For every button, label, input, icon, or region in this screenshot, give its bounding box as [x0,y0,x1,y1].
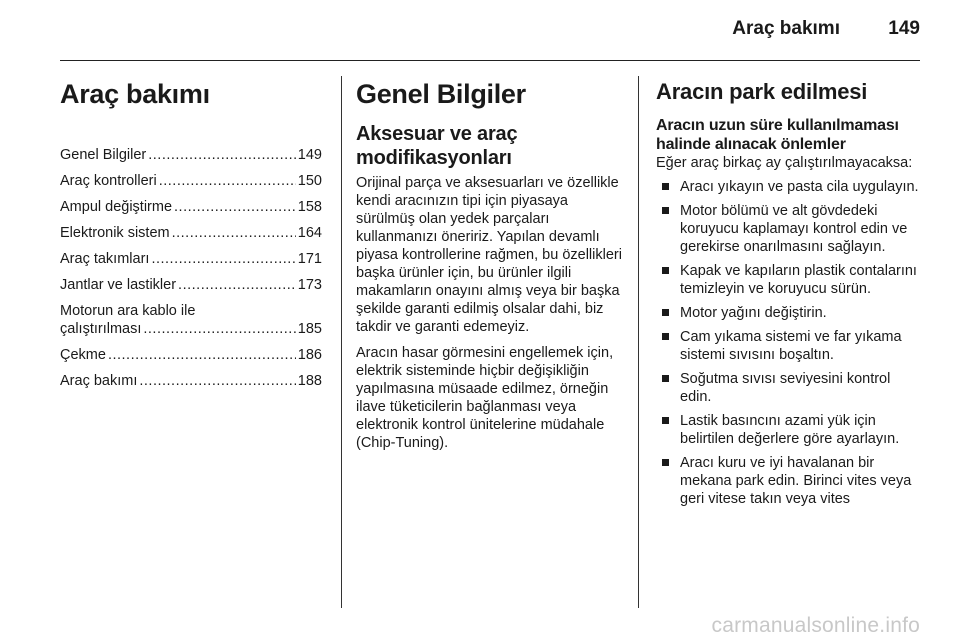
intro-text: Eğer araç birkaç ay çalıştırılmayacaksa: [656,155,913,171]
square-bullet-icon [662,333,669,340]
toc-entry[interactable] [60,250,322,268]
section-title-parking: Aracın park edilmesi [656,79,868,104]
page-number: 149 [888,18,920,39]
section-title-general: Genel Bilgiler [356,79,526,109]
toc-entry[interactable] [60,172,322,190]
paragraph: Orijinal parça ve aksesuarları ve özellikle kendi aracınızın tipi için piyasaya sürülmüş olan yedek parçaları kullanmanızı öneririz. Yapılan devamlı piyasa kontrollerine rağmen, bu özellikleri başka ürünler için, bu ürünler ilgili makamların onayını almış veya bir başka şekilde garanti edilmiş olsalar dahi, biz takdir ve garanti edemeyiz. [356,175,622,335]
list-item: Lastik basıncını azami yük için belirtilen değerlere göre ayarlayın. [656,412,924,448]
square-bullet-icon [662,207,669,214]
toc-entry[interactable] [60,372,322,390]
list-item: Kapak ve kapıların plastik contalarını temizleyin ve koruyucu sürün. [656,262,924,298]
column-divider-2 [638,76,639,608]
toc-entry-page: 186 [297,347,322,363]
toc-entry[interactable] [60,146,322,164]
toc-entry-label: Elektronik sistem [60,225,170,241]
toc-entry[interactable] [60,198,322,216]
toc-entry-page: 173 [297,277,322,293]
list-item: Cam yıkama sistemi ve far yıkama sistemi sıvısını boşaltın. [656,328,924,364]
list-item: Motor yağını değiştirin. [656,304,924,322]
list-item: Aracı yıkayın ve pasta cila uygulayın. [656,178,924,196]
list-item: Soğutma sıvısı seviyesini kontrol edin. [656,370,924,406]
square-bullet-icon [662,459,669,466]
toc-entry-page: 164 [297,225,322,241]
page-header [0,0,960,62]
chapter-title: Araç bakımı [60,79,210,109]
header-title: Araç bakımı [732,18,840,39]
toc-entry-page: 158 [297,199,322,215]
toc-entry[interactable] [60,302,322,338]
toc-entry-page: 149 [297,147,322,163]
toc-entry-label-line1: Motorun ara kablo ile [60,303,196,319]
toc-entry-label: Çekme [60,347,106,363]
square-bullet-icon [662,309,669,316]
toc-entry-page: 171 [297,251,322,267]
general-info-column [356,78,628,452]
column-divider-1 [341,76,342,608]
precaution-list [656,178,924,508]
square-bullet-icon [662,417,669,424]
square-bullet-icon [662,267,669,274]
parking-column [656,78,924,514]
toc-entry-label-line2: çalıştırılması [60,321,142,337]
square-bullet-icon [662,183,669,190]
list-item: Aracı kuru ve iyi havalanan bir mekana park edin. Birinci vites veya geri vitese takın veya vites [656,454,924,508]
toc-entry-label: Araç kontrolleri [60,173,157,189]
toc-entry-label: Araç bakımı [60,373,138,389]
toc-entry[interactable] [60,276,322,294]
toc-entry-label: Araç takımları [60,251,150,267]
toc-entry-label: Jantlar ve lastikler [60,277,177,293]
list-item: Motor bölümü ve alt gövdedeki koruyucu kaplamayı kontrol edin ve gerekirse onarılmasını sağlayın. [656,202,924,256]
table-of-contents [60,146,322,390]
toc-entry-page: 188 [297,373,322,389]
toc-entry-label: Genel Bilgiler [60,147,147,163]
toc-entry-page: 150 [297,173,322,189]
subsection-title-accessories: Aksesuar ve araç modifikasyonları [356,123,518,169]
toc-entry[interactable] [60,224,322,242]
toc-column [60,78,322,398]
header-divider [60,60,920,61]
paragraph: Aracın hasar görmesini engellemek için, elektrik sisteminde hiçbir değişikliğin yapılmasına müsaade edilmez, örneğin ilave tüketicilerin bağlanması veya elektronik kontrol ünitelerine müdahale (Chip-Tuning). [356,345,614,451]
toc-entry-label: Ampul değiştirme [60,199,173,215]
subsection-title-storage: Aracın uzun süre kullanılmaması halinde alınacak önlemler [656,117,899,153]
toc-entry[interactable] [60,346,322,364]
square-bullet-icon [662,375,669,382]
toc-entry-page: 185 [297,321,322,337]
watermark: carmanualsonline.info [711,614,920,637]
